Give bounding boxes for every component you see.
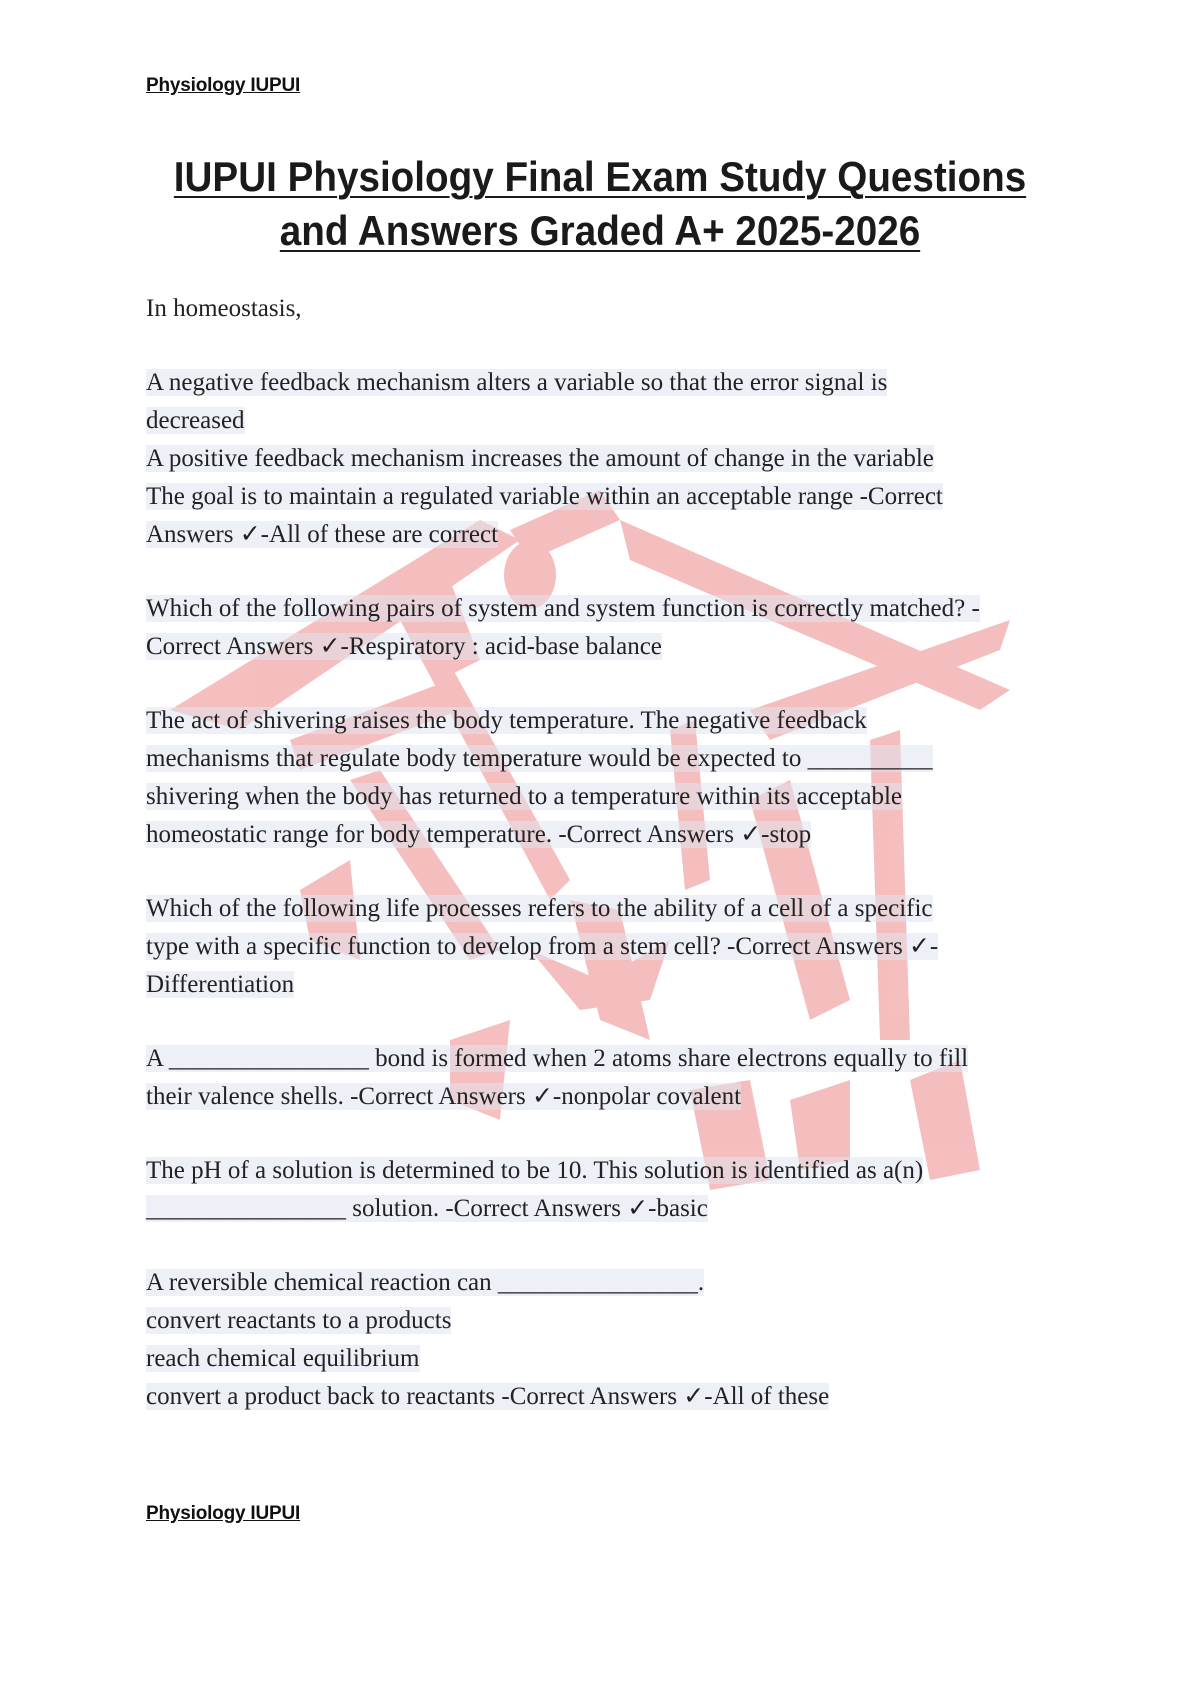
document-title bbox=[158, 150, 1041, 258]
page-header: Physiology IUPUI bbox=[146, 75, 301, 96]
question-3-line-2: mechanisms that regulate body temperature would be expected to __________ bbox=[146, 745, 933, 772]
question-3-line-4: homeostatic range for body temperature. -Correct Answers ✓-stop bbox=[146, 821, 812, 848]
question-3 bbox=[146, 702, 1086, 854]
question-7-line-1: A reversible chemical reaction can ________________. bbox=[146, 1269, 705, 1296]
question-7 bbox=[146, 1264, 1086, 1416]
question-1-line-4: The goal is to maintain a regulated variable within an acceptable range -Correct bbox=[146, 483, 943, 510]
question-4-line-3: Differentiation bbox=[146, 971, 295, 998]
question-6 bbox=[146, 1152, 1086, 1228]
question-1-line-2: decreased bbox=[146, 407, 245, 434]
question-7-line-2: convert reactants to a products bbox=[146, 1307, 452, 1334]
question-6-line-1: The pH of a solution is determined to be 10. This solution is identified as a(n) bbox=[146, 1157, 924, 1184]
question-5-line-1: A ________________ bond is formed when 2 atoms share electrons equally to fill bbox=[146, 1045, 969, 1072]
question-4 bbox=[146, 890, 1086, 1004]
question-4-line-1: Which of the following life processes refers to the ability of a cell of a specific bbox=[146, 895, 933, 922]
question-1-line-5: Answers ✓-All of these are correct bbox=[146, 521, 499, 548]
intro-text: In homeostasis, bbox=[146, 295, 302, 322]
question-3-line-1: The act of shivering raises the body temperature. The negative feedback bbox=[146, 707, 867, 734]
question-1 bbox=[146, 364, 1086, 554]
title-line-2: and Answers Graded A+ 2025-2026 bbox=[279, 207, 921, 254]
title-line-1: IUPUI Physiology Final Exam Study Questions bbox=[173, 153, 1027, 200]
question-2-line-1: Which of the following pairs of system and system function is correctly matched? - bbox=[146, 595, 980, 622]
question-2-line-2: Correct Answers ✓-Respiratory : acid-base balance bbox=[146, 633, 662, 660]
question-2 bbox=[146, 590, 1086, 666]
question-7-line-4: convert a product back to reactants -Correct Answers ✓-All of these bbox=[146, 1383, 830, 1410]
page-footer: Physiology IUPUI bbox=[146, 1503, 301, 1524]
question-1-line-3: A positive feedback mechanism increases the amount of change in the variable bbox=[146, 445, 934, 472]
question-7-line-3: reach chemical equilibrium bbox=[146, 1345, 420, 1372]
question-4-line-2: type with a specific function to develop from a stem cell? -Correct Answers ✓- bbox=[146, 933, 939, 960]
question-5 bbox=[146, 1040, 1086, 1116]
question-6-line-2: ________________ solution. -Correct Answers ✓-basic bbox=[146, 1195, 708, 1222]
question-1-line-1: A negative feedback mechanism alters a variable so that the error signal is bbox=[146, 369, 888, 396]
question-3-line-3: shivering when the body has returned to a temperature within its acceptable bbox=[146, 783, 902, 810]
question-5-line-2: their valence shells. -Correct Answers ✓-nonpolar covalent bbox=[146, 1083, 742, 1110]
question-list bbox=[146, 290, 1086, 1416]
